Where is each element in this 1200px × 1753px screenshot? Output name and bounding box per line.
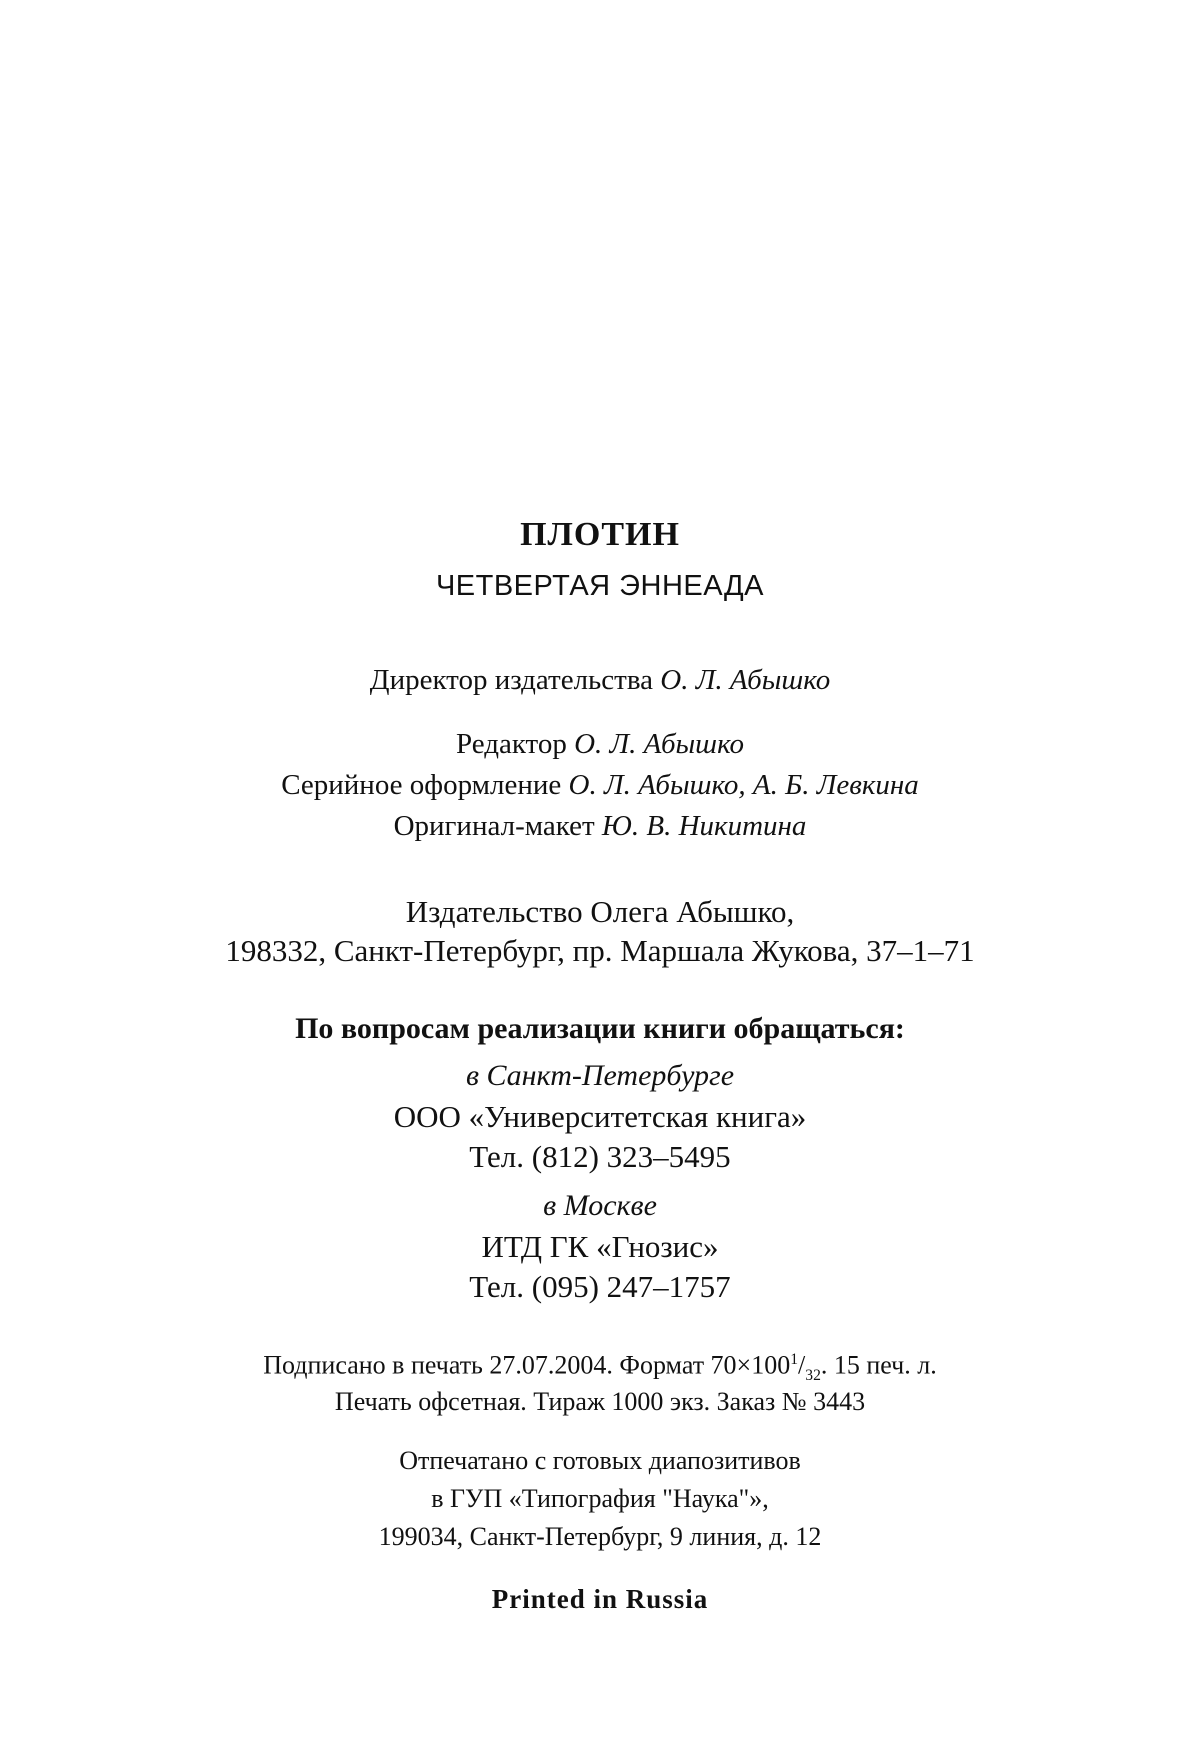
- sales-msk-tel: Тел. (095) 247–1757: [469, 1269, 731, 1304]
- imprint-format-sup: 1: [790, 1351, 799, 1368]
- book-title: ЧЕТВЕРТАЯ ЭННЕАДА: [435, 570, 765, 602]
- credit-design-name: О. Л. Абышко, А. Б. Левкина: [568, 769, 919, 801]
- sales-spb-tel: Тел. (812) 323–5495: [469, 1139, 731, 1174]
- credit-director: [0, 666, 1200, 695]
- credit-director-label: Директор издательства: [369, 664, 654, 696]
- credit-layout: [0, 812, 1200, 841]
- sales-spb-city: в Санкт-Петербурге: [465, 1059, 735, 1092]
- imprint-signed: Подписано в печать 27.07.2004. Формат $70\times 100^1/_{32}$. 15 печ. л.: [263, 1350, 937, 1384]
- imprint-format-sub: 32: [805, 1366, 821, 1384]
- sales-msk-city: в Москве: [543, 1189, 657, 1222]
- printing-line-1: Отпечатано с готовых диапозитивов: [399, 1446, 801, 1475]
- credit-editor: [0, 730, 1200, 759]
- printed-in-russia: Printed in Russia: [491, 1584, 709, 1614]
- credit-director-name: О. Л. Абышко: [660, 664, 831, 696]
- imprint-print-run: Печать офсетная. Тираж 1000 экз. Заказ № 3443: [334, 1387, 866, 1416]
- credit-editor-label: Редактор: [455, 728, 567, 760]
- printing-line-2: в ГУП «Типография "Наука"»,: [431, 1484, 769, 1513]
- credit-design: [0, 771, 1200, 800]
- imprint-signed-suffix: . 15 печ. л.: [820, 1350, 937, 1380]
- credit-layout-name: Ю. В. Никитина: [601, 810, 807, 842]
- publisher-address: 198332, Санкт-Петербург, пр. Маршала Жукова, 37–1–71: [225, 933, 975, 968]
- sales-heading: По вопросам реализации книги обращаться:: [295, 1012, 905, 1045]
- publisher-name: Издательство Олега Абышко,: [405, 894, 795, 929]
- credit-layout-label: Оригинал-макет: [393, 810, 595, 842]
- sales-msk-org: ИТД ГК «Гнозис»: [481, 1229, 719, 1264]
- credit-design-label: Серийное оформление: [281, 769, 562, 801]
- sales-spb-org: ООО «Университетская книга»: [393, 1099, 807, 1134]
- book-author: ПЛОТИН: [520, 516, 680, 553]
- imprint-signed-prefix: Подписано в печать 27.07.2004. Формат 70×100: [263, 1350, 791, 1380]
- credit-editor-name: О. Л. Абышко: [574, 728, 745, 760]
- printing-line-3: 199034, Санкт-Петербург, 9 линия, д. 12: [378, 1522, 822, 1551]
